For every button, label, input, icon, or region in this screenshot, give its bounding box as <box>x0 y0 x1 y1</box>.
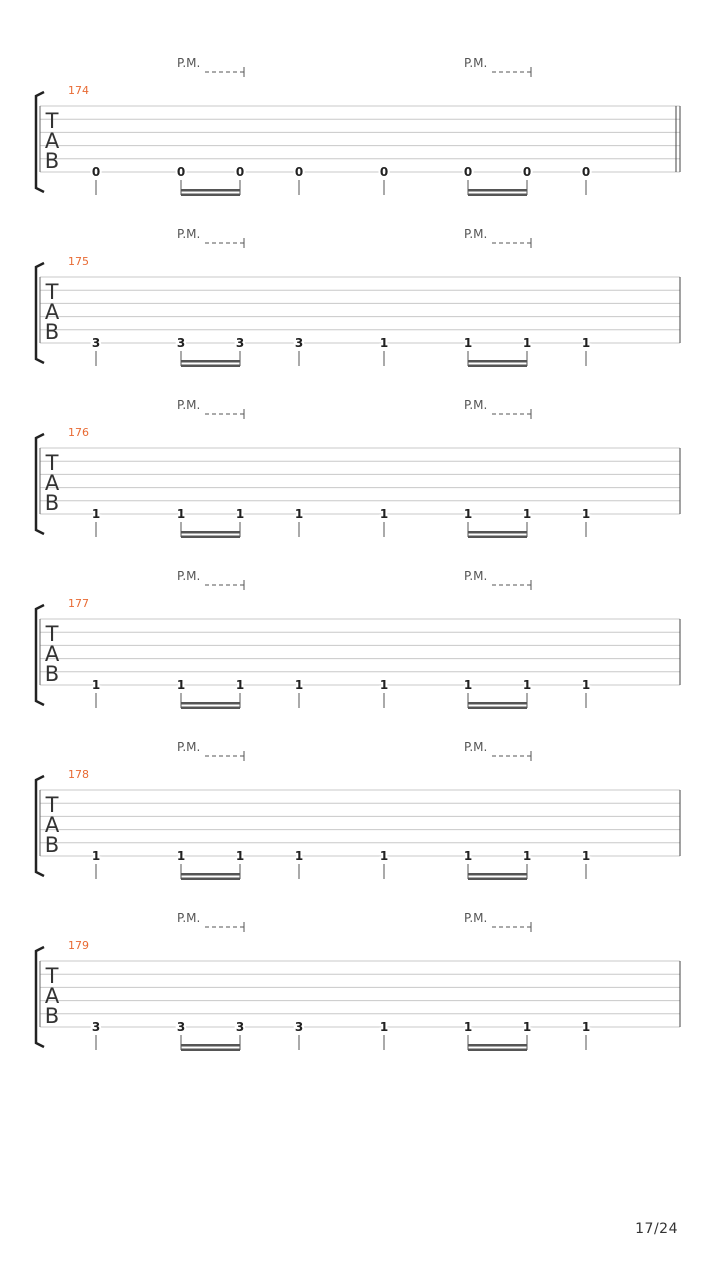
tab-clef-b: B <box>44 1004 60 1028</box>
beam <box>181 707 240 710</box>
beam <box>468 707 527 710</box>
fret-number: 0 <box>463 165 473 179</box>
fret-number: 3 <box>294 336 304 350</box>
tab-clef-b: B <box>44 491 60 515</box>
fret-number: 1 <box>176 507 186 521</box>
fret-number: 1 <box>581 507 591 521</box>
beam <box>468 536 527 539</box>
fret-number: 0 <box>581 165 591 179</box>
beam <box>181 531 240 534</box>
fret-number: 0 <box>235 165 245 179</box>
fret-number: 3 <box>176 1020 186 1034</box>
tab-staff <box>0 392 720 542</box>
palm-mute-label: P.M. <box>177 740 201 754</box>
fret-number: 1 <box>91 507 101 521</box>
beam <box>468 702 527 705</box>
fret-number: 0 <box>176 165 186 179</box>
tab-staff <box>0 905 720 1055</box>
fret-number: 1 <box>463 507 473 521</box>
tab-staff <box>0 734 720 884</box>
beam <box>468 360 527 363</box>
fret-number: 1 <box>294 678 304 692</box>
tab-staff <box>0 221 720 371</box>
palm-mute-label: P.M. <box>177 569 201 583</box>
tab-system <box>0 563 720 713</box>
beam <box>468 531 527 534</box>
beam <box>468 878 527 881</box>
fret-number: 1 <box>91 678 101 692</box>
fret-number: 1 <box>581 849 591 863</box>
fret-number: 1 <box>522 678 532 692</box>
fret-number: 1 <box>522 507 532 521</box>
palm-mute-label: P.M. <box>177 56 201 70</box>
fret-number: 1 <box>463 336 473 350</box>
fret-number: 1 <box>463 678 473 692</box>
page-number: 17/24 <box>635 1221 678 1237</box>
fret-number: 1 <box>379 678 389 692</box>
fret-number: 1 <box>235 849 245 863</box>
beam <box>181 702 240 705</box>
beam <box>468 189 527 192</box>
tab-staff <box>0 563 720 713</box>
tab-clef-a: A <box>44 642 60 666</box>
fret-number: 1 <box>581 678 591 692</box>
fret-number: 1 <box>294 507 304 521</box>
tab-staff <box>0 50 720 200</box>
beam <box>181 365 240 368</box>
measure-number: 178 <box>68 768 89 781</box>
fret-number: 1 <box>379 507 389 521</box>
beam <box>181 1049 240 1052</box>
tab-system <box>0 50 720 200</box>
beam <box>181 360 240 363</box>
beam <box>181 189 240 192</box>
beam <box>181 873 240 876</box>
fret-number: 0 <box>91 165 101 179</box>
beam <box>468 194 527 197</box>
tab-clef-t: T <box>45 793 59 817</box>
fret-number: 3 <box>294 1020 304 1034</box>
tab-clef-a: A <box>44 471 60 495</box>
fret-number: 1 <box>91 849 101 863</box>
fret-number: 3 <box>91 336 101 350</box>
fret-number: 3 <box>176 336 186 350</box>
fret-number: 1 <box>463 1020 473 1034</box>
fret-number: 0 <box>294 165 304 179</box>
fret-number: 1 <box>176 678 186 692</box>
palm-mute-label: P.M. <box>464 227 488 241</box>
tab-clef-b: B <box>44 149 60 173</box>
tab-clef-t: T <box>45 451 59 475</box>
tab-clef-a: A <box>44 300 60 324</box>
fret-number: 1 <box>235 678 245 692</box>
measure-number: 179 <box>68 939 89 952</box>
tab-clef-a: A <box>44 813 60 837</box>
tab-system <box>0 734 720 884</box>
fret-number: 1 <box>379 849 389 863</box>
fret-number: 1 <box>581 1020 591 1034</box>
palm-mute-label: P.M. <box>464 569 488 583</box>
fret-number: 1 <box>463 849 473 863</box>
tab-clef-b: B <box>44 833 60 857</box>
fret-number: 0 <box>522 165 532 179</box>
beam <box>181 194 240 197</box>
palm-mute-label: P.M. <box>177 227 201 241</box>
measure-number: 176 <box>68 426 89 439</box>
fret-number: 3 <box>235 1020 245 1034</box>
beam <box>181 878 240 881</box>
palm-mute-label: P.M. <box>464 740 488 754</box>
palm-mute-label: P.M. <box>464 911 488 925</box>
fret-number: 3 <box>235 336 245 350</box>
fret-number: 3 <box>91 1020 101 1034</box>
fret-number: 1 <box>379 1020 389 1034</box>
fret-number: 1 <box>522 849 532 863</box>
palm-mute-label: P.M. <box>464 398 488 412</box>
tab-clef-a: A <box>44 984 60 1008</box>
tab-clef-t: T <box>45 964 59 988</box>
measure-number: 175 <box>68 255 89 268</box>
tab-clef-t: T <box>45 280 59 304</box>
tab-clef-t: T <box>45 622 59 646</box>
palm-mute-label: P.M. <box>464 56 488 70</box>
fret-number: 1 <box>294 849 304 863</box>
fret-number: 1 <box>235 507 245 521</box>
tab-clef-b: B <box>44 662 60 686</box>
beam <box>181 536 240 539</box>
beam <box>468 873 527 876</box>
palm-mute-label: P.M. <box>177 398 201 412</box>
beam <box>468 365 527 368</box>
fret-number: 1 <box>379 336 389 350</box>
fret-number: 1 <box>581 336 591 350</box>
fret-number: 0 <box>379 165 389 179</box>
tab-clef-b: B <box>44 320 60 344</box>
fret-number: 1 <box>522 336 532 350</box>
tab-system <box>0 392 720 542</box>
fret-number: 1 <box>522 1020 532 1034</box>
tab-system <box>0 905 720 1055</box>
beam <box>468 1044 527 1047</box>
tab-system <box>0 221 720 371</box>
beam <box>181 1044 240 1047</box>
tab-clef-t: T <box>45 109 59 133</box>
beam <box>468 1049 527 1052</box>
palm-mute-label: P.M. <box>177 911 201 925</box>
measure-number: 177 <box>68 597 89 610</box>
tab-clef-a: A <box>44 129 60 153</box>
fret-number: 1 <box>176 849 186 863</box>
measure-number: 174 <box>68 84 89 97</box>
